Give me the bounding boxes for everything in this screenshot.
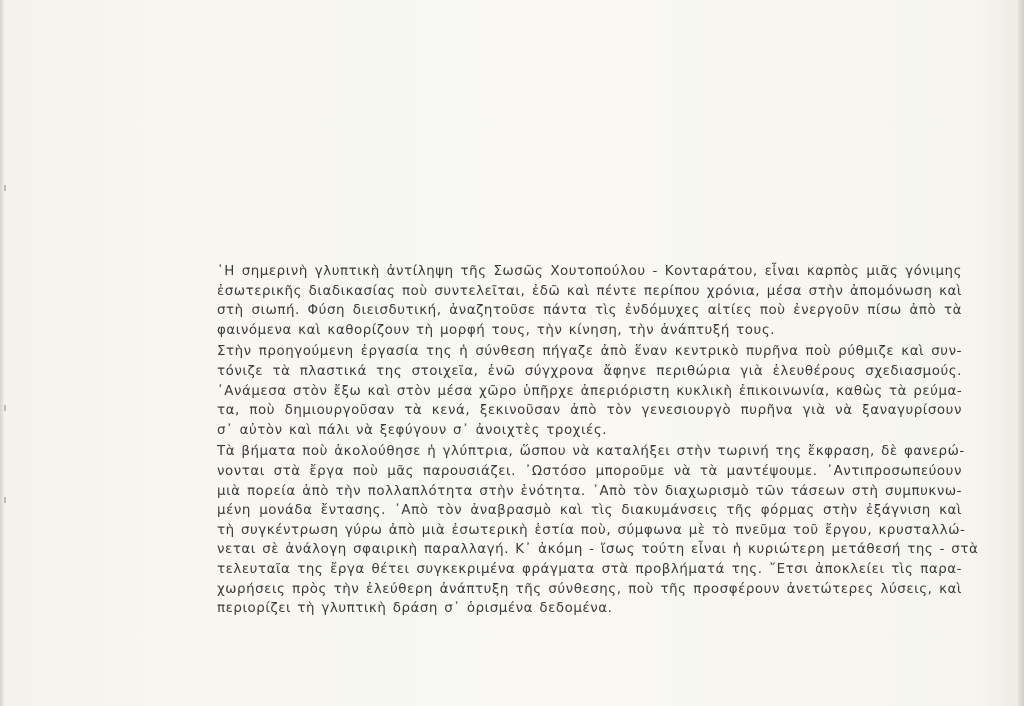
binding-mark [4, 405, 6, 411]
text-line: χωρήσεις πρὸς τὴν ἐλεύθερη ἀνάπτυξη τῆς σύνθεσης, ποὺ τῆς προσφέρουν ἀνετώτερες λύσεις, καὶ [217, 581, 962, 597]
paragraph-3 [217, 442, 979, 618]
text-line: νονται στὰ ἔργα ποὺ μᾶς παρουσιάζει. ᾿Ωστόσο μποροῦμε νὰ τὰ μαντέψουμε. ᾿Αντιπροσωπεύουν [217, 463, 962, 479]
text-line: στὴ σιωπή. Φύση διεισδυτική, ἀναζητοῦσε πάντα τὶς ἐνδόμυχες αἰτίες ποὺ ἐνεργοῦν πίσω ἀπὸ τὰ [217, 303, 962, 319]
text-line: ῾Η σημερινὴ γλυπτικὴ ἀντίληψη τῆς Σωσῶς Χουτοπούλου - Κονταράτου, εἶναι καρπὸς μιᾶς γόνιμης [217, 264, 962, 279]
page-left-edge [0, 0, 4, 706]
text-line: Τὰ βήματα ποὺ ἀκολούθησε ἡ γλύπτρια, ὥσπου νὰ καταλήξει στὴν τωρινή της ἔκφραση, δὲ φανερώ- [217, 444, 965, 460]
body-text [217, 262, 979, 619]
binding-mark [4, 185, 6, 191]
text-line: περιορίζει τὴ γλυπτικὴ δράση σ᾿ ὁρισμένα δεδομένα. [217, 601, 613, 617]
binding-mark [4, 497, 6, 503]
text-line: φαινόμενα καὶ καθορίζουν τὴ μορφή τους, τὴν κίνηση, τὴν ἀνάπτυξή τους. [217, 322, 776, 338]
text-line: σ᾿ αὐτὸν καὶ πάλι νὰ ξεφύγουν σ᾿ ἀνοιχτὲς τροχιές. [217, 422, 608, 438]
text-line: μιὰ πορεία ἀπὸ τὴν πολλαπλότητα στὴν ἑνότητα. ᾿Απὸ τὸν διαχωρισμὸ τῶν τάσεων στὴ συμπυκνω- [217, 483, 962, 499]
paragraph-2 [217, 342, 962, 440]
paragraph-1 [217, 262, 962, 340]
text-line: τὴ συγκέντρωση γύρω ἀπὸ μιὰ ἐσωτερικὴ ἑστία ποὺ, σύμφωνα μὲ τὸ πνεῦμα τοῦ ἔργου, κρυσταλλώ- [217, 522, 966, 538]
text-line: ᾿Ανάμεσα στὸν ἔξω καὶ στὸν μέσα χῶρο ὑπῆρχε ἀπεριόριστη κυκλικὴ ἐπικοινωνία, καθὼς τὰ ρεύμα- [217, 383, 963, 399]
text-line: Στὴν προηγούμενη ἐργασία της ἡ σύνθεση πήγαζε ἀπὸ ἕναν κεντρικὸ πυρῆνα ποὺ ρύθμιζε καὶ συν- [217, 344, 962, 360]
text-line: ἐσωτερικῆς διαδικασίας ποὺ συντελεῖται, ἐδῶ καὶ πέντε περίπου χρόνια, μέσα στὴν ἀπομόνωση καὶ [217, 283, 962, 299]
text-line: νεται σὲ ἀνάλογη σφαιρικὴ παραλλαγή. Κ᾿ ἀκόμη - ἴσως τούτη εἶναι ἡ κυριώτερη μετάθεσή της - στὰ [217, 542, 979, 558]
text-line: τα, ποὺ δημιουργοῦσαν τὰ κενά, ξεκινοῦσαν ἀπὸ τὸν γενεσιουργὸ πυρῆνα γιὰ νὰ ξαναγυρίσουν [217, 403, 962, 419]
text-line: μένη μονάδα ἔντασης. ᾿Απὸ τὸν ἀναβρασμὸ καὶ τὶς διακυμάνσεις τῆς φόρμας στὴν ἐξάγνιση καὶ [217, 503, 962, 519]
text-line: τόνιζε τὰ πλαστικά της στοιχεῖα, ἐνῶ σύγχρονα ἄφηνε περιθώρια γιὰ ἐλευθέρους σχεδιασμούς. [217, 363, 962, 379]
text-line: τελευταῖα της ἔργα θέτει συγκεκριμένα φράγματα στὰ προβλήματά της. ῎Ετσι ἀποκλείει τὶς παρα- [217, 561, 962, 577]
page-right-edge [1018, 0, 1024, 706]
